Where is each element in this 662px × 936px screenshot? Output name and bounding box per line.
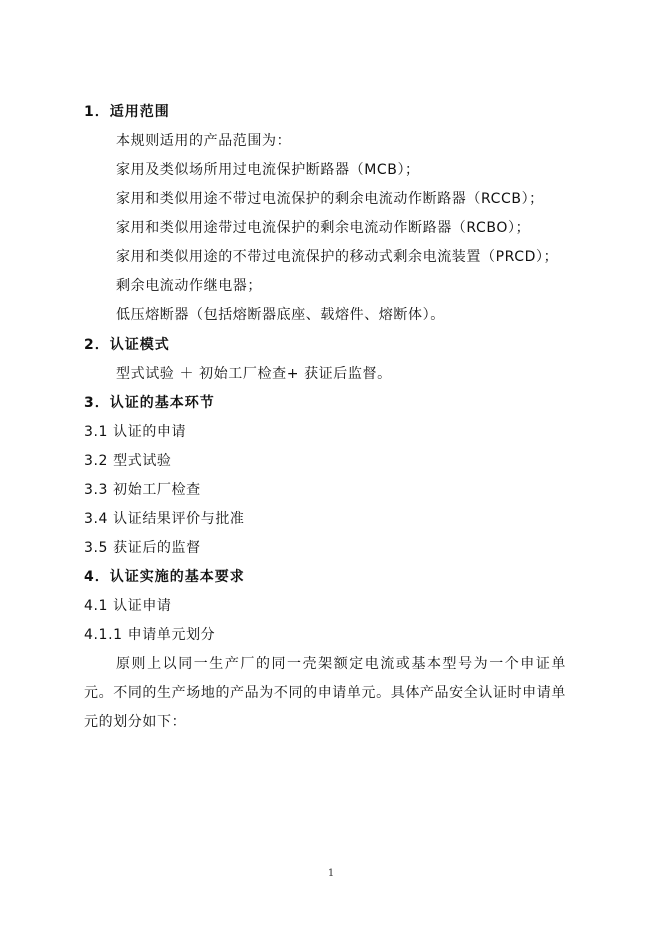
- section-1-heading: 1．适用范围: [84, 104, 170, 120]
- scope-item: 低压熔断器（包括熔断器底座、载熔件、熔断体）。: [116, 307, 445, 323]
- section-4-heading: 4．认证实施的基本要求: [84, 569, 245, 585]
- step-item: 3.4 认证结果评价与批准: [84, 511, 245, 527]
- step-item: 3.5 获证后的监督: [84, 540, 201, 556]
- section-3-heading: 3．认证的基本环节: [84, 395, 215, 411]
- scope-item: 家用及类似场所用过电流保护断路器（MCB）；: [116, 162, 420, 178]
- scope-item: 剩余电流动作继电器；: [116, 278, 262, 294]
- scope-item: 家用和类似用途不带过电流保护的剩余电流动作断路器（RCCB）；: [116, 191, 544, 207]
- step-item: 3.1 认证的申请: [84, 424, 187, 440]
- subsection-4-1-1: 4.1.1 申请单元划分: [84, 627, 216, 643]
- certification-mode-text: 型式试验 ＋ 初始工厂检查+ 获证后监督。: [116, 366, 392, 382]
- section-2-heading: 2．认证模式: [84, 337, 170, 353]
- scope-intro: 本规则适用的产品范围为：: [116, 133, 292, 149]
- step-item: 3.2 型式试验: [84, 453, 172, 469]
- unit-division-paragraph: 原则上以同一生产厂的同一壳架额定电流或基本型号为一个申证单元。不同的生产场地的产品为不同的申请单元。具体产品安全认证时申请单元的划分如下：: [84, 656, 566, 730]
- scope-item: 家用和类似用途的不带过电流保护的移动式剩余电流装置（PRCD）；: [116, 249, 559, 265]
- step-item: 3.3 初始工厂检查: [84, 482, 201, 498]
- scope-item: 家用和类似用途带过电流保护的剩余电流动作断路器（RCBO）；: [116, 220, 531, 236]
- page-number: 1: [327, 868, 335, 879]
- subsection-4-1: 4.1 认证申请: [84, 598, 172, 614]
